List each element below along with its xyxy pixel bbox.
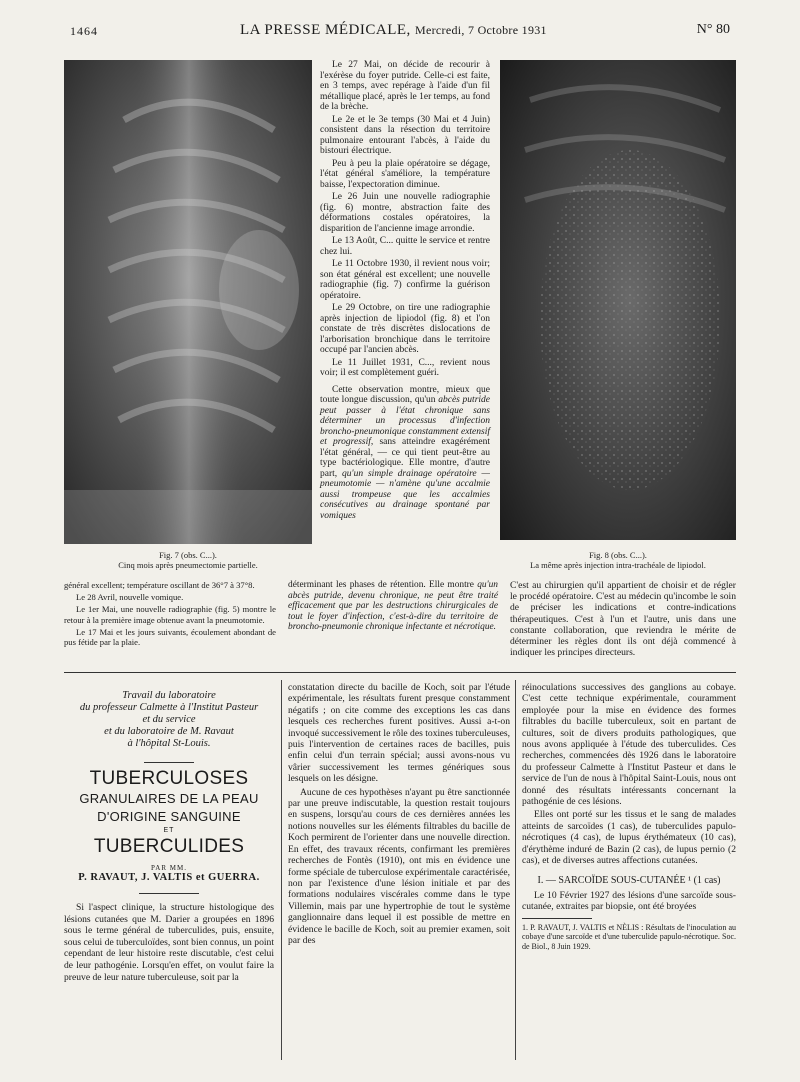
left-continuation xyxy=(64,580,276,649)
short-rule xyxy=(139,893,199,894)
title-line: GRANULAIRES DE LA PEAU xyxy=(79,791,259,806)
issue-date: Mercredi, 7 Octobre 1931 xyxy=(415,23,547,37)
article-title xyxy=(64,768,274,858)
title-line: ET xyxy=(163,827,175,834)
journal-title xyxy=(240,22,547,39)
paragraph: réinoculations successives des ganglions au cobaye. C'est cette technique expérimentale, couramment employée pour la mise en évidence des formes filtrables du bacille tuberculeux, soit en partant de cultures, soit de divers produits pathologiques, que nous avons appliquée à l'étude des tuberculides. Ces recherches, commencées dès 1926 dans le laboratoire du professeur Calmette à l'Institut Pasteur et dans le service de l'un de nous à l'hôpital Saint-Louis, nous ont donné des résultats intéressants concernant la pathogénie de ces lésions. xyxy=(522,682,736,808)
laboratory-note xyxy=(64,690,274,750)
paragraph: constatation directe du bacille de Koch, soit par l'étude expérimentale, les résultats furent presque constamment négatifs ; on cite comme des exceptions les cas dans lesquels ces recherches furent positives. Aussi a-t-on invoqué successivement le rôle des toxines tuberculeuses, puis l'intervention de certaines races de bacilles, puis enfin celui d'un terrain spécial; aussi avons-nous vu vârier successivement les termes génériques sous lesquels on les désigne. xyxy=(288,682,510,785)
issue-number: N° 80 xyxy=(696,22,730,37)
figure-7-caption xyxy=(64,550,312,570)
paragraph: Le 11 Juillet 1931, C..., revient nous voir; il est complètement guéri. xyxy=(320,357,490,378)
paragraph: Peu à peu la plaie opératoire se dégage, l'état général s'améliore, la température baisse, l'expectoration diminue. xyxy=(320,158,490,190)
figure-7-label: Fig. 7 (obs. C...). xyxy=(159,550,217,560)
paragraph: Le 28 Avril, nouvelle vomique. xyxy=(76,592,184,603)
text: déterminant les phases de rétention. Elle montre xyxy=(288,580,478,590)
paragraph: Le 26 Juin une nouvelle radiographie (fig. 6) montre, abstraction faite des déformations costales opératoires, la disparition de l'ancienne image arrondie. xyxy=(320,192,490,234)
figure-8-caption xyxy=(500,550,736,570)
paragraph: Aucune de ces hypothèses n'ayant pu être sanctionnée par une preuve indiscutable, la question restait toujours en suspens, lorsqu'au cours de ces dernières années les notions nouvelles sur les éléments filtrables du bacille de Koch permirent de l'orienter dans une nouvelle direction. En effet, des travaux récents, confirmant les premières recherches de Fontès (1910), ont mis en évidence une forme spéciale de tuberculose expérimentale caractérisée, non par l'existence d'une lésion initiale et par des formations nodulaires viscérales comme dans le type Villemin, mais par une hypertrophie de tout le système ganglionnaire dans lequel il est possible de mettre en évidence le bacille de Koch, soit au premier examen, soit par des xyxy=(288,786,510,946)
paragraph: Le 11 Octobre 1930, il revient nous voir; son état général est excellent; une nouvelle radiographie (fig. 7) confirme la guérison opératoire. xyxy=(320,259,490,301)
short-rule xyxy=(144,762,194,763)
paragraph: C'est au chirurgien qu'il appartient de choisir et de régler le procédé opératoire. C'est au médecin qu'incombe le soin de préciser les indications et contre-indications thérapeutiques. C'est à l'un et l'autre, unis dans une constante collaboration, que reviendra le mérite de déterminer les règles dont ils ont déjà commencé à indiquer les principes directeurs. xyxy=(510,580,736,659)
footnote: 1. P. RAVAUT, J. VALTIS et NÈLIS : Résultats de l'inoculation au cobaye d'une sarcoïde et d'une tuberculide papulo-nécrotique. Soc. de Biol., 8 Juin 1929. xyxy=(522,922,736,951)
lab-line: à l'hôpital St-Louis. xyxy=(127,738,211,749)
xray-figure-8 xyxy=(500,60,736,540)
text: abcès putride peut passer à l'état chronique sans déterminer un processus d'infection broncho-pneumonique constamment extensif et progressif, xyxy=(320,395,491,447)
paragraph xyxy=(288,580,498,633)
conclusion-continuation xyxy=(288,580,498,635)
paragraph: Le 27 Mai, on décide de recourir à l'exérèse du foyer putride. Celle-ci est faite, en 3 temps, avec repérage à l'aide d'un fil métallique placé, après le 1er temps, au fond de la brèche. xyxy=(320,60,490,112)
lab-line: et du laboratoire de M. Ravaut xyxy=(104,726,234,737)
article-column-3 xyxy=(522,682,736,951)
paragraph: Le 2e et le 3e temps (30 Mai et 4 Juin) consistent dans la résection du territoire pulmonaire entourant l'abcès, à l'aide du bistouri électrique. xyxy=(320,114,490,156)
paragraph: Le 17 Mai et les jours suivants, écoulement abondant de pus fétide par la plaie. xyxy=(64,626,276,648)
figure-7-text: Cinq mois après pneumectomie partielle. xyxy=(118,560,258,570)
figure-8-label: Fig. 8 (obs. C...). xyxy=(589,550,647,560)
lab-line: et du service xyxy=(142,714,196,725)
article-column-1 xyxy=(64,902,274,983)
authors: P. RAVAUT, J. VALTIS et GUERRA. xyxy=(78,872,260,883)
paragraph: Le 29 Octobre, on tire une radiographie après injection de lipiodol (fig. 8) et l'on constate de très discrètes dislocations de l'arborisation bronchique dans le territoire occupé par l'ancien abcès. xyxy=(320,303,490,355)
text: qu'un simple drainage opératoire — pneumotomie — n'amène qu'une accalmie aussi trompeuse que les accalmies consécutives au drainage spontané par vomiques xyxy=(320,468,490,521)
title-line: TUBERCULOSES xyxy=(89,768,249,789)
column-rule xyxy=(281,680,282,1060)
conclusion-final xyxy=(510,580,736,660)
paragraph: Le 13 Août, C... quitte le service et rentre chez lui. xyxy=(320,236,490,257)
title-line: TUBERCULIDES xyxy=(93,836,245,857)
title-line: D'ORIGINE SANGUINE xyxy=(97,809,241,824)
lab-line: Travail du laboratoire xyxy=(122,690,216,701)
paragraph: Le 1er Mai, une nouvelle radiographie (fig. 5) montre le retour à la première image obtenue avant la pneumotomie. xyxy=(64,604,276,625)
conclusion-paragraph xyxy=(320,385,490,522)
column-rule xyxy=(515,680,516,1060)
paragraph: Le 10 Février 1927 des lésions d'une sarcoïde sous-cutanée, extraites par biopsie, ont été broyées xyxy=(522,889,736,913)
section-divider xyxy=(64,672,736,673)
figure-8-text: La même après injection intra-trachéale de lipiodol. xyxy=(530,560,706,570)
journal-name: LA PRESSE MÉDICALE, xyxy=(240,22,411,38)
paragraph: Si l'aspect clinique, la structure histologique des lésions cutanées que M. Darier a groupées en 1896 sous le terme général de tuberculides, puis, ensuite, sous celui de tuberculoïdes, sont bien connus, un point cependant de leur histoire reste discutable, c'est celui de leur pathogénie. Lorsqu'en effet, on voulut faire la preuve de leur nature tuberculeuse, soit par la xyxy=(64,902,274,983)
footnote-rule xyxy=(522,918,592,919)
byline-prefix: PAR MM. xyxy=(151,864,187,872)
paragraph: Elles ont porté sur les tissus et le sang de malades atteints de sarcoïdes (1 cas), de tuberculides papulo-nécrotiques (4 cas), de lupus érythémateux (10 cas), d'érythème induré de Bazin (2 cas), de lupus pernio (2 cas), et de diverses autres affections cutanées. xyxy=(522,809,736,867)
text: Cette observation montre, mieux que toute longue discussion, qu'un xyxy=(320,384,490,405)
case-report-column xyxy=(320,60,490,523)
article-column-2 xyxy=(288,682,510,948)
paragraph: général excellent; température oscillant de 36°7 à 37°8. xyxy=(64,580,255,590)
text: sans atteindre exagérément l'état général, — ce qui tient peut-être au type bactériologique. Elle montre, d'autre part, xyxy=(320,437,490,479)
xray-figure-7 xyxy=(64,60,312,544)
text: qu'un abcès putride, devenu chronique, ne peut être traité efficacement que par les destructions chirurgicales de tout le foyer d'infection, c'est-à-dire du territoire de broncho-pneumonie chronique infectante et nécrotique. xyxy=(288,580,498,633)
article-header xyxy=(64,690,274,985)
lab-line: du professeur Calmette à l'Institut Pasteur xyxy=(79,702,259,713)
page-number: 1464 xyxy=(70,24,98,38)
section-heading: I. — SARCOÏDE SOUS-CUTANÉE ¹ (1 cas) xyxy=(537,874,721,886)
byline xyxy=(64,864,274,883)
